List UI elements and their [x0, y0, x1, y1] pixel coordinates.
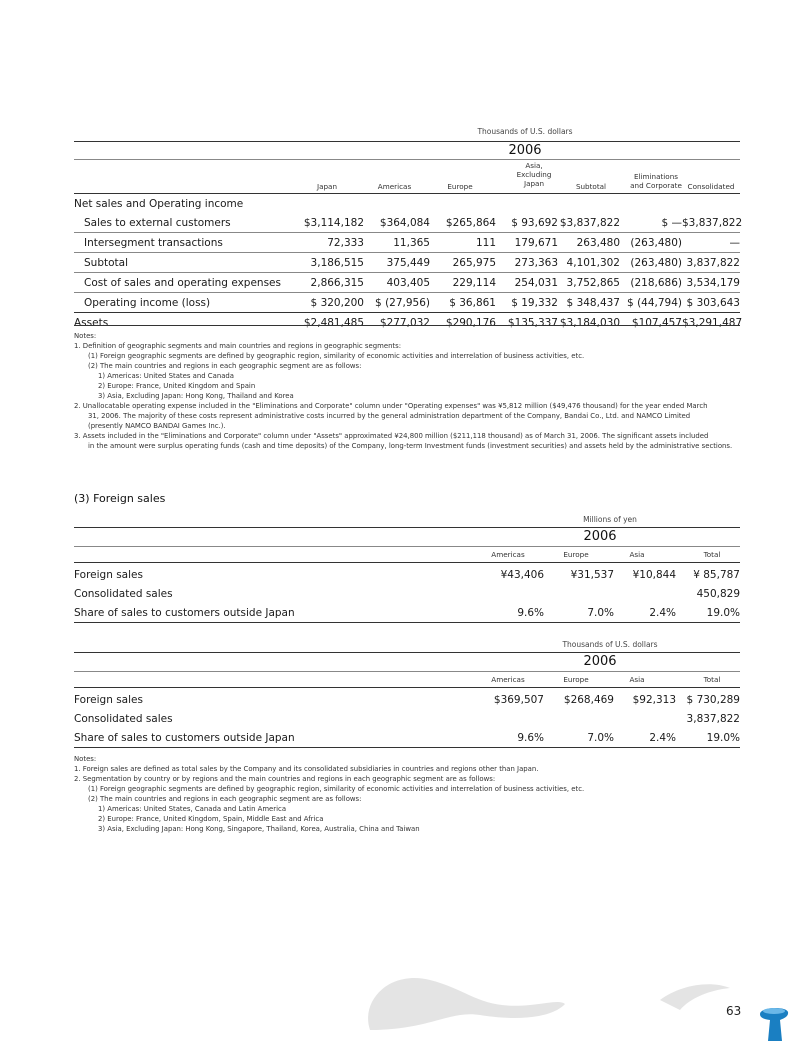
cell: $268,469 — [563, 693, 614, 706]
col-eliminations: Eliminations and Corporate — [630, 172, 682, 190]
cell: $92,313 — [632, 693, 676, 706]
cell: 7.0% — [544, 603, 614, 623]
cell: $ — — [620, 213, 682, 233]
table-row — [74, 709, 740, 728]
usd-col-europe: Europe — [563, 675, 589, 684]
note-line: 2) Europe: France, United Kingdom, Spain, Middle East and Africa — [98, 815, 324, 823]
cell: $ 730,289 — [686, 693, 740, 706]
row-label: Consolidated sales — [74, 712, 173, 725]
cell: ¥43,406 — [500, 568, 544, 581]
col-consolidated: Consolidated — [687, 182, 735, 191]
cell: 72,333 — [300, 233, 364, 253]
cell: $135,337 — [496, 313, 558, 333]
note-line: (2) The main countries and regions in each geographic segment are as follows: — [88, 795, 362, 803]
cell: $ 19,332 — [511, 296, 558, 309]
usd-header-rule — [74, 687, 740, 688]
cell: $ (27,956) — [375, 296, 430, 309]
yen-unit-label: Millions of yen — [583, 515, 637, 524]
swoosh-shape-2 — [660, 984, 730, 1010]
cell: 9.6% — [474, 728, 544, 748]
swoosh-shape-1 — [368, 978, 565, 1030]
usd-col-americas: Americas — [491, 675, 525, 684]
cell: 375,449 — [364, 253, 430, 273]
cell: $3,291,487 — [682, 313, 740, 333]
row-label: Operating income (loss) — [84, 296, 211, 309]
notes-foreign-sales — [74, 754, 754, 834]
cell: 265,975 — [430, 253, 496, 273]
note-line: 1. Definition of geographic segments and main countries and regions in geographic segments: — [74, 342, 402, 350]
table-row — [74, 728, 740, 748]
cell: $3,837,822 — [558, 213, 620, 233]
note-line: (2) The main countries and regions in each geographic segment are as follows: — [88, 362, 362, 370]
col-asia: Asia, Excluding Japan — [516, 161, 552, 188]
row-label: Consolidated sales — [74, 587, 173, 600]
yen-year-rule — [74, 546, 740, 547]
row-label: Share of sales to customers outside Japan — [74, 603, 474, 623]
yen-year: 2006 — [583, 529, 617, 544]
decorative-swoosh — [350, 960, 790, 1041]
usd-year-rule — [74, 671, 740, 672]
note-line: 2. Unallocatable operating expense included in the "Eliminations and Corporate" column under "Operating expenses" was ¥5,812 million ($49,476 thousand) for the year ended March — [74, 402, 708, 410]
segment-table — [74, 194, 743, 332]
yen-col-americas: Americas — [491, 550, 525, 559]
table-row — [74, 233, 740, 253]
cell: 19.0% — [676, 603, 740, 623]
segment-top-rule — [74, 141, 740, 142]
cell: ¥31,537 — [570, 568, 614, 581]
table-row — [74, 690, 740, 709]
cell: 3,186,515 — [300, 253, 364, 273]
note-line: 1) Americas: United States and Canada — [98, 372, 235, 380]
foreign-sales-yen-table — [74, 565, 740, 623]
foreign-sales-title: (3) Foreign sales — [74, 492, 166, 505]
note-line: 31, 2006. The majority of these costs represent administrative costs incurred by the general administration department of the Company, Bandai Co., Ltd. and NAMCO Limited — [88, 412, 691, 420]
note-line: (presently NAMCO BANDAI Games Inc.). — [88, 422, 226, 430]
note-line: 1) Americas: United States, Canada and Latin America — [98, 805, 287, 813]
row-label: Assets — [74, 313, 300, 333]
note-line: 2) Europe: France, United Kingdom and Spain — [98, 382, 256, 390]
table-row — [74, 565, 740, 584]
cell: $107,457 — [620, 313, 682, 333]
cell: $ 320,200 — [310, 296, 364, 309]
yen-col-asia: Asia — [629, 550, 645, 559]
foreign-sales-usd-table — [74, 690, 740, 748]
usd-col-asia: Asia — [629, 675, 645, 684]
cell: 3,534,179 — [682, 273, 740, 293]
section-label: Net sales and Operating income — [74, 197, 244, 210]
note-line: 1. Foreign sales are defined as total sales by the Company and its consolidated subsidiaries in countries and regions other than Japan. — [74, 765, 539, 773]
page-number: 63 — [726, 1004, 742, 1018]
table-row — [74, 273, 740, 293]
row-label: Sales to external customers — [74, 213, 300, 233]
cell: 3,837,822 — [682, 253, 740, 273]
table-row — [74, 293, 740, 313]
col-japan: Japan — [316, 182, 338, 191]
cell: ¥ 85,787 — [693, 568, 740, 581]
usd-year: 2006 — [583, 654, 617, 669]
segment-year: 2006 — [508, 143, 542, 158]
note-line: 3) Asia, Excluding Japan: Hong Kong, Thailand and Korea — [98, 392, 294, 400]
table-row — [74, 253, 740, 273]
cell: 3,837,822 — [686, 712, 740, 725]
usd-unit-label: Thousands of U.S. dollars — [562, 640, 658, 649]
row-label: Intersegment transactions — [74, 233, 300, 253]
cell: $ 36,861 — [449, 296, 496, 309]
cell — [474, 709, 544, 728]
cell: 3,752,865 — [558, 273, 620, 293]
cell: 2.4% — [614, 603, 676, 623]
note-line: 3) Asia, Excluding Japan: Hong Kong, Singapore, Thailand, Korea, Australia, China and Taiwan — [98, 825, 420, 833]
row-label: Foreign sales — [74, 568, 143, 581]
table-row — [74, 313, 740, 333]
cell: 2,866,315 — [300, 273, 364, 293]
usd-col-total: Total — [703, 675, 721, 684]
cell: $369,507 — [493, 693, 544, 706]
cell: 403,405 — [364, 273, 430, 293]
note-line: 2. Segmentation by country or by regions and the main countries and regions in each geographic segment are as follows: — [74, 775, 496, 783]
col-subtotal: Subtotal — [575, 182, 607, 191]
note-line: (1) Foreign geographic segments are defined by geographic region, similarity of economic activities and interrelation of business activities, etc. — [88, 352, 585, 360]
cell: ¥10,844 — [632, 568, 676, 581]
cell: 229,114 — [430, 273, 496, 293]
notes-segment — [74, 331, 754, 451]
table-row — [74, 603, 740, 623]
cell: 111 — [430, 233, 496, 253]
note-line: in the amount were surplus operating funds (cash and time deposits) of the Company, long-term Investment funds (investment securities) and assets held by the administrative sections. — [88, 442, 733, 450]
yen-header-rule — [74, 562, 740, 563]
table-row — [74, 213, 740, 233]
row-label: Foreign sales — [74, 693, 143, 706]
cell: (263,480) — [620, 233, 682, 253]
cell: (263,480) — [620, 253, 682, 273]
cell: $3,184,030 — [558, 313, 620, 333]
cell: $364,084 — [364, 213, 430, 233]
cell: $265,864 — [430, 213, 496, 233]
row-label: Share of sales to customers outside Japan — [74, 728, 474, 748]
cell: 4,101,302 — [558, 253, 620, 273]
cell: (218,686) — [620, 273, 682, 293]
cell: $ 348,437 — [566, 296, 620, 309]
cell: 273,363 — [496, 253, 558, 273]
cell: 2.4% — [614, 728, 676, 748]
cell: $ 303,643 — [686, 296, 740, 309]
note-line: Notes: — [74, 755, 97, 763]
cell — [614, 709, 676, 728]
cell: 19.0% — [676, 728, 740, 748]
cell: 7.0% — [544, 728, 614, 748]
cell: 11,365 — [364, 233, 430, 253]
cell: 179,671 — [496, 233, 558, 253]
yen-top-rule — [74, 527, 740, 528]
yen-col-total: Total — [703, 550, 721, 559]
col-europe: Europe — [447, 182, 473, 191]
cell: $3,837,822 — [682, 213, 740, 233]
cell: $2,481,485 — [300, 313, 364, 333]
cell: $ (44,794) — [627, 296, 682, 309]
cell: $277,032 — [364, 313, 430, 333]
cell: $290,176 — [430, 313, 496, 333]
row-label: Subtotal — [74, 253, 300, 273]
yen-col-europe: Europe — [563, 550, 589, 559]
cell: — — [682, 233, 740, 253]
segment-bottom-rule — [74, 325, 740, 326]
col-americas: Americas — [377, 182, 412, 191]
cell: 254,031 — [496, 273, 558, 293]
cell — [614, 584, 676, 603]
cell: $ 93,692 — [496, 213, 558, 233]
cell: $3,114,182 — [300, 213, 364, 233]
note-line: Notes: — [74, 332, 97, 340]
brand-mark-icon — [756, 1004, 792, 1041]
cell — [544, 709, 614, 728]
cell — [474, 584, 544, 603]
cell: 9.6% — [474, 603, 544, 623]
usd-top-rule — [74, 652, 740, 653]
cell: 450,829 — [696, 587, 740, 600]
note-line: (1) Foreign geographic segments are defined by geographic region, similarity of economic activities and interrelation of business activities, etc. — [88, 785, 585, 793]
table-row — [74, 584, 740, 603]
cell — [544, 584, 614, 603]
row-label: Cost of sales and operating expenses — [74, 273, 300, 293]
segment-year-rule — [74, 159, 740, 160]
segment-unit-label: Thousands of U.S. dollars — [477, 127, 573, 136]
note-line: 3. Assets included in the "Eliminations and Corporate" column under "Assets" approximated ¥24,800 million ($211,118 thousand) as of March 31, 2006. The significant assets included — [74, 432, 709, 440]
section-row — [74, 194, 740, 213]
cell: 263,480 — [558, 233, 620, 253]
